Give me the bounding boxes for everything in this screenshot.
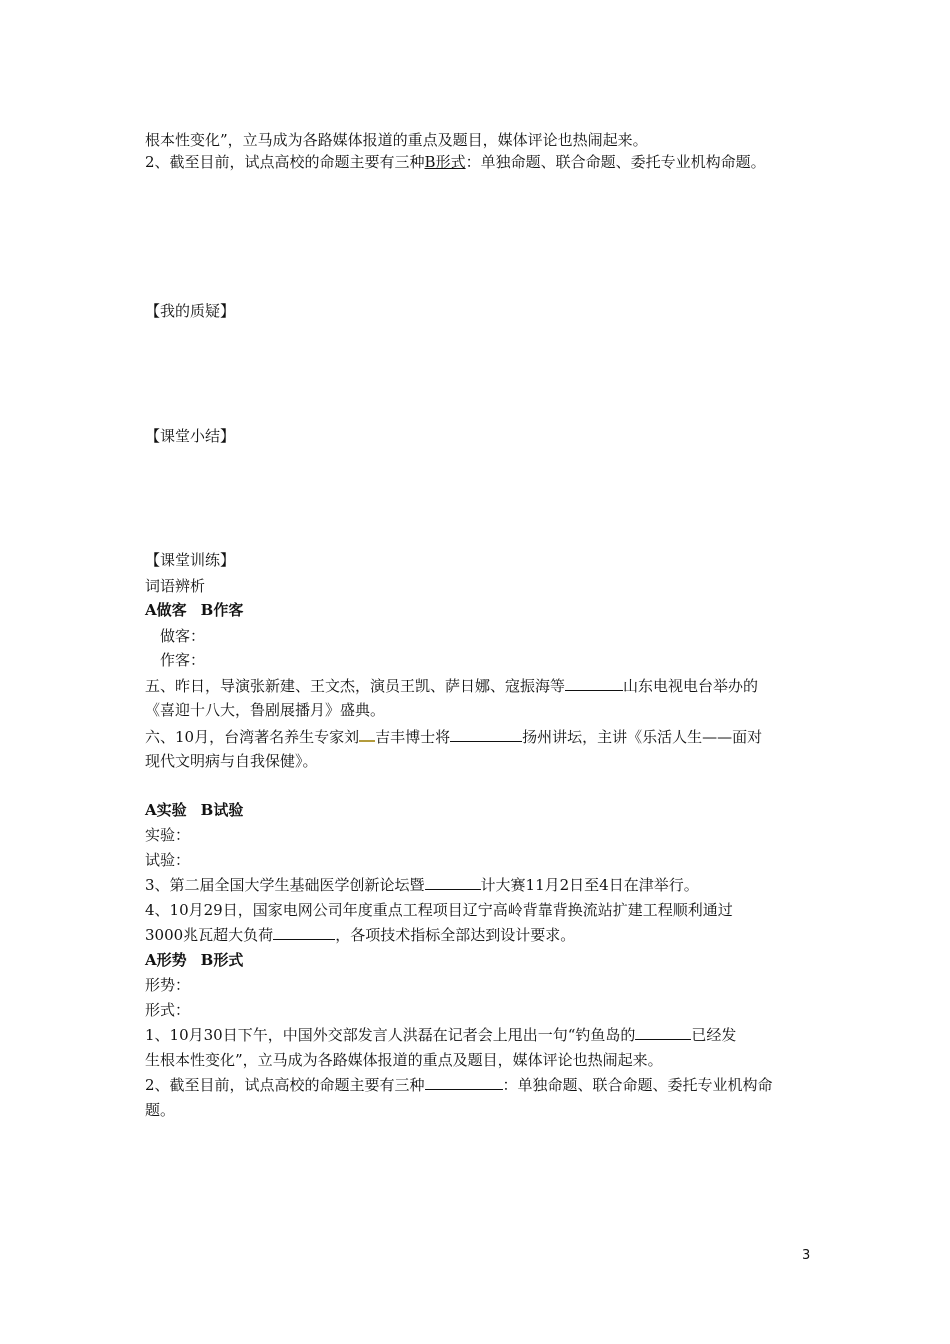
text-segment: 3、第二届全国大学生基础医学创新论坛暨 <box>145 876 425 894</box>
answer-blank[interactable] <box>425 1075 503 1090</box>
question-line <box>145 925 815 945</box>
text-segment: 已经发 <box>691 1026 737 1044</box>
text-segment: ，各项技术指标全部达到设计要求。 <box>335 926 576 944</box>
question-line <box>145 1025 815 1045</box>
definition-line: 做客： <box>160 627 206 645</box>
section-heading-summary: 【课堂小结】 <box>145 427 236 445</box>
definition-line: 实验： <box>145 826 191 844</box>
text-segment: 五、昨日，导演张新建、王文杰，演员王凯、萨日娜、寇振海等 <box>145 677 566 695</box>
answer-blank[interactable] <box>635 1025 691 1040</box>
word-b: B试验 <box>200 801 244 819</box>
answer-text: B形式 <box>424 153 466 171</box>
text-segment: ：单独命题、联合命题、委托专业机构命 <box>502 1076 773 1094</box>
word-a: A实验 <box>145 801 187 819</box>
question-line: 生根本性变化”，立马成为各路媒体报道的重点及题目，媒体评论也热闹起来。 <box>145 1051 663 1069</box>
text-line <box>145 152 815 172</box>
text-segment: 吉丰博士将 <box>375 728 451 746</box>
text-segment: 2、截至目前，试点高校的命题主要有三种 <box>145 153 425 171</box>
definition-line: 作客： <box>160 651 206 669</box>
question-line: 《喜迎十八大，鲁剧展播月》盛典。 <box>145 701 386 719</box>
answer-blank[interactable] <box>450 727 522 742</box>
word-a: A形势 <box>145 951 187 969</box>
word-pair-heading <box>145 800 815 820</box>
text-segment: 山东电视电台举办的 <box>623 677 759 695</box>
text-segment: 计大赛11月2日至4日在津举行。 <box>480 876 699 894</box>
question-line: 现代文明病与自我保健》。 <box>145 752 318 770</box>
definition-line: 形式： <box>145 1001 191 1019</box>
section-heading-doubt: 【我的质疑】 <box>145 302 236 320</box>
text-segment: 2、截至目前，试点高校的命题主要有三种 <box>145 1076 425 1094</box>
text-segment: 3000兆瓦超大负荷 <box>145 926 274 944</box>
question-line: 4、10月29日，国家电网公司年度重点工程项目辽宁高岭背靠背换流站扩建工程顺利通过 <box>145 901 733 919</box>
definition-line: 形势： <box>145 976 191 994</box>
question-line: 题。 <box>145 1101 176 1119</box>
question-line <box>145 726 815 747</box>
question-line <box>145 676 815 696</box>
answer-blank[interactable] <box>359 726 375 742</box>
answer-blank[interactable] <box>273 925 335 940</box>
text-segment: ：单独命题、联合命题、委托专业机构命题。 <box>465 153 766 171</box>
section-heading-training: 【课堂训练】 <box>145 551 236 569</box>
text-segment: 扬州讲坛，主讲《乐活人生——面对 <box>522 728 763 746</box>
text-segment: 1、10月30日下午，中国外交部发言人洪磊在记者会上甩出一句“钓鱼岛的 <box>145 1026 636 1044</box>
text-line: 根本性变化”，立马成为各路媒体报道的重点及题目，媒体评论也热闹起来。 <box>145 131 648 149</box>
question-line <box>145 875 815 895</box>
word-b: B形式 <box>200 951 244 969</box>
word-b: B作客 <box>200 601 244 619</box>
page-number: 3 <box>802 1248 811 1263</box>
answer-blank[interactable] <box>565 676 623 691</box>
training-subtitle: 词语辨析 <box>145 577 206 595</box>
definition-line: 试验： <box>145 851 191 869</box>
word-pair-heading <box>145 950 815 970</box>
question-line <box>145 1075 815 1095</box>
answer-blank[interactable] <box>425 875 481 890</box>
word-a: A做客 <box>145 601 187 619</box>
text-segment: 六、10月，台湾著名养生专家刘 <box>145 728 360 746</box>
word-pair-heading <box>145 600 815 620</box>
